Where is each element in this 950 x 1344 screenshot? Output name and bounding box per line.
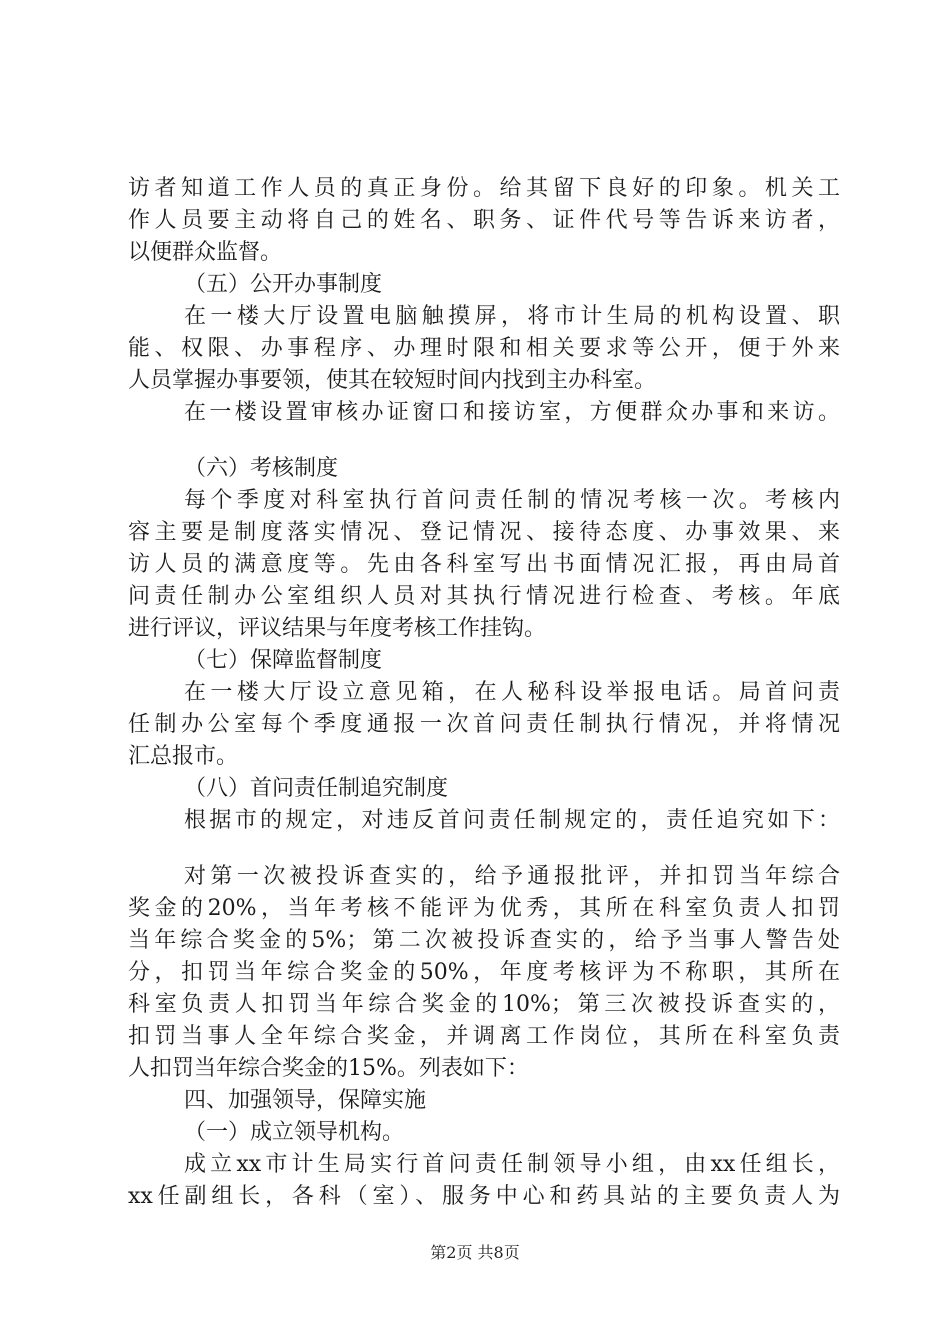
text-line: 任制办公室每个季度通报一次首问责任制执行情况，并将情况 xyxy=(128,712,840,737)
section-heading-8: （八）首问责任制追究制度 xyxy=(184,776,449,801)
section-heading-four: 四、加强领导，保障实施 xyxy=(184,1088,427,1113)
text-line: 根据市的规定，对违反首问责任制规定的，责任追究如下： xyxy=(184,808,840,833)
text-line: 人扣罚当年综合奖金的15%。列表如下： xyxy=(128,1056,529,1081)
text-line: 以便群众监督。 xyxy=(128,240,283,265)
paragraph-gap xyxy=(128,429,840,453)
text-line: 人员掌握办事要领，使其在较短时间内找到主办科室。 xyxy=(128,368,657,393)
text-line: 扣罚当事人全年综合奖金，并调离工作岗位，其所在科室负责 xyxy=(128,1024,840,1049)
text-line: 进行评议，评议结果与年度考核工作挂钩。 xyxy=(128,616,547,641)
text-line: 访人员的满意度等。先由各科室写出书面情况汇报，再由局首 xyxy=(128,552,840,577)
text-line: 能、权限、办事程序、办理时限和相关要求等公开，便于外来 xyxy=(128,336,840,361)
document-body xyxy=(128,173,840,1213)
text-line: 在一楼设置审核办证窗口和接访室，方便群众办事和来访。 xyxy=(184,400,840,425)
text-line: xx任副组长，各科（室）、服务中心和药具站的主要负责人为 xyxy=(128,1184,840,1209)
text-line: 分，扣罚当年综合奖金的50%，年度考核评为不称职，其所在 xyxy=(128,960,840,985)
section-heading-5: （五）公开办事制度 xyxy=(184,272,383,297)
text-line: 在一楼大厅设置电脑触摸屏，将市计生局的机构设置、职 xyxy=(184,304,840,329)
text-line: 问责任制办公室组织人员对其执行情况进行检查、考核。年底 xyxy=(128,584,840,609)
text-line: 汇总报市。 xyxy=(128,744,239,769)
paragraph-gap xyxy=(128,837,840,861)
text-line: 每个季度对科室执行首问责任制的情况考核一次。考核内 xyxy=(184,488,840,513)
section-heading-sub-1: （一）成立领导机构。 xyxy=(184,1120,405,1145)
text-line: 当年综合奖金的5%；第二次被投诉查实的，给予当事人警告处 xyxy=(128,928,840,953)
section-heading-7: （七）保障监督制度 xyxy=(184,648,383,673)
page-number-footer: 第2页 共8页 xyxy=(430,1243,520,1262)
text-line: 访者知道工作人员的真正身份。给其留下良好的印象。机关工 xyxy=(128,176,840,201)
section-heading-6: （六）考核制度 xyxy=(184,456,339,481)
text-line: 奖金的20%，当年考核不能评为优秀，其所在科室负责人扣罚 xyxy=(128,896,840,921)
text-line: 在一楼大厅设立意见箱，在人秘科设举报电话。局首问责 xyxy=(184,680,840,705)
text-line: 对第一次被投诉查实的，给予通报批评，并扣罚当年综合 xyxy=(184,864,840,889)
text-line: 容主要是制度落实情况、登记情况、接待态度、办事效果、来 xyxy=(128,520,840,545)
text-line: 成立xx市计生局实行首问责任制领导小组，由xx任组长， xyxy=(184,1152,840,1177)
text-line: 作人员要主动将自己的姓名、职务、证件代号等告诉来访者， xyxy=(128,208,840,233)
text-line: 科室负责人扣罚当年综合奖金的10%；第三次被投诉查实的， xyxy=(128,992,840,1017)
